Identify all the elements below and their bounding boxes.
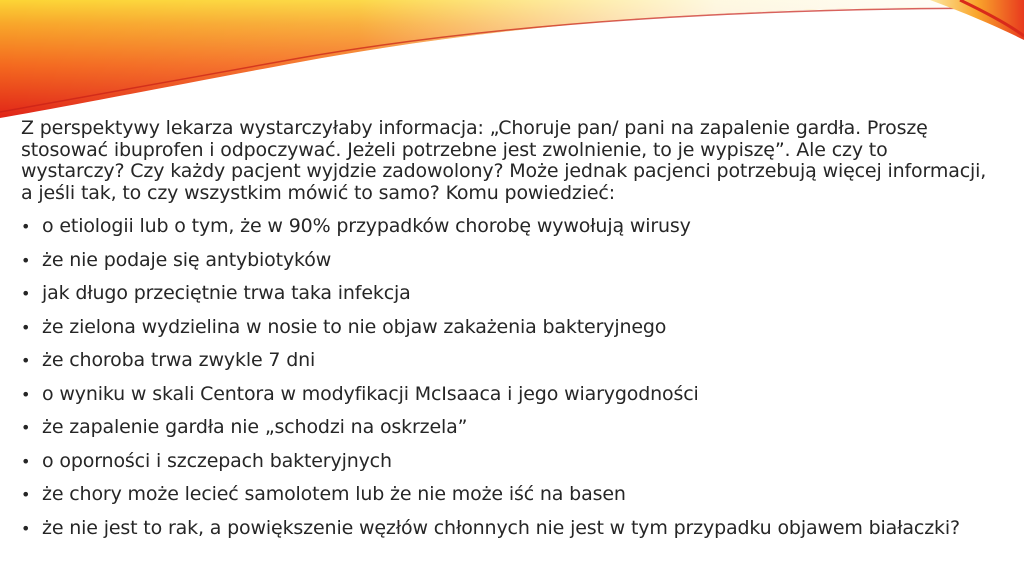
list-item: • o etiologii lub o tym, że w 90% przypadków chorobę wywołują wirusy (21, 216, 996, 238)
list-item: • że nie jest to rak, a powiększenie węzłów chłonnych nie jest w tym przypadku objawem białaczki? (21, 518, 996, 540)
list-item: • o oporności i szczepach bakteryjnych (21, 451, 996, 473)
list-item: • że choroba trwa zwykle 7 dni (21, 350, 996, 372)
list-item: • jak długo przeciętnie trwa taka infekcja (21, 283, 996, 305)
list-item: • że zielona wydzielina w nosie to nie objaw zakażenia bakteryjnego (21, 317, 996, 339)
slide-body (21, 118, 996, 539)
list-item: • że zapalenie gardła nie „schodzi na oskrzela” (21, 417, 996, 439)
decorative-swoosh (0, 0, 1024, 130)
list-item: • że nie podaje się antybiotyków (21, 250, 996, 272)
list-item: • o wyniku w skali Centora w modyfikacji McIsaaca i jego wiarygodności (21, 384, 996, 406)
bullet-list (21, 216, 996, 539)
intro-paragraph: Z perspektywy lekarza wystarczyłaby informacja: „Choruje pan/ pani na zapalenie gardła. Proszę stosować ibuprofen i odpoczywać. Jeżeli potrzebne jest zwolnienie, to je wypiszę”. Ale czy to wystarczy? Czy każdy pacjent wyjdzie zadowolony? Może jednak pacjenci potrzebują więcej informacji, a jeśli tak, to czy wszystkim mówić to samo? Komu powiedzieć: (21, 117, 987, 204)
list-item: • że chory może lecieć samolotem lub że nie może iść na basen (21, 484, 996, 506)
